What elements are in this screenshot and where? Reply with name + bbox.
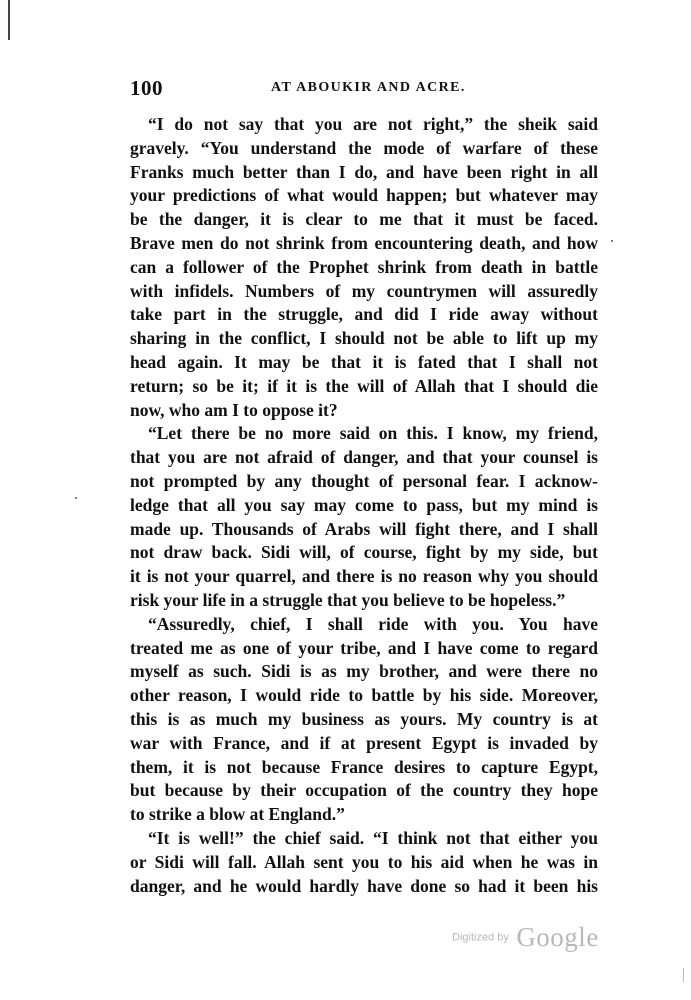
page-header: [130, 76, 598, 100]
page-edge-mark-bottom: [683, 968, 684, 982]
text-line: “It is well!” the chief said. “I think not that either you: [148, 827, 598, 848]
google-logo: Google: [516, 922, 599, 952]
text-line: made up. Thousands of Arabs will fight there, and I shall: [130, 518, 598, 539]
text-line: not draw back. Sidi will, of course, fight by my side, but: [130, 542, 598, 563]
text-line: return; so be it; if it is the will of Allah that I should die: [130, 375, 598, 396]
digitization-watermark: [452, 922, 599, 953]
text-line: “Assuredly, chief, I shall ride with you. You have: [148, 613, 598, 634]
text-line: sharing in the conflict, I should not be able to lift up my: [130, 328, 598, 349]
text-line: take part in the struggle, and did I ride away without: [130, 304, 598, 325]
text-line: head again. It may be that it is fated that I shall not: [130, 351, 598, 372]
text-line: be the danger, it is clear to me that it must be faced.: [130, 209, 598, 230]
text-line: your predictions of what would happen; but whatever may: [130, 185, 598, 206]
text-line: myself as such. Sidi is as my brother, and were there no: [130, 661, 598, 682]
text-line: to strike a blow at England.”: [130, 804, 345, 825]
text-line: now, who am I to oppose it?: [130, 399, 338, 420]
page-number: 100: [130, 76, 163, 100]
text-line: them, it is not because France desires to capture Egypt,: [130, 756, 598, 777]
text-line: can a follower of the Prophet shrink from death in battle: [130, 256, 598, 277]
text-line: this is as much my business as yours. My country is at: [130, 708, 598, 729]
body-text: [130, 113, 598, 898]
text-line: “Let there be no more said on this. I know, my friend,: [148, 423, 598, 444]
text-line: ledge that all you say may come to pass, but my mind is: [130, 494, 598, 515]
text-line: war with France, and if at present Egypt is invaded by: [130, 732, 598, 753]
print-speck: [611, 240, 613, 242]
text-line: or Sidi will fall. Allah sent you to his aid when he was in: [130, 851, 598, 872]
text-line: danger, and he would hardly have done so had it been his: [130, 875, 598, 896]
text-line: that you are not afraid of danger, and that your counsel is: [130, 447, 598, 468]
text-line: “I do not say that you are not right,” the sheik said: [148, 114, 598, 134]
page-edge-mark: [8, 0, 10, 40]
text-line: Franks much better than I do, and have been right in all: [130, 161, 598, 182]
text-line: but because by their occupation of the country they hope: [130, 780, 598, 801]
watermark-prefix: Digitized by: [452, 931, 509, 944]
text-line: risk your life in a struggle that you believe to be hopeless.”: [130, 589, 566, 610]
running-head: AT ABOUKIR AND ACRE.: [271, 80, 466, 95]
text-line: gravely. “You understand the mode of warfare of these: [130, 137, 598, 158]
text-line: it is not your quarrel, and there is no reason why you should: [130, 566, 598, 587]
text-line: not prompted by any thought of personal fear. I acknow-: [130, 470, 598, 491]
text-line: treated me as one of your tribe, and I have come to regard: [130, 637, 598, 658]
print-speck: [75, 497, 77, 499]
text-line: other reason, I would ride to battle by his side. Moreover,: [130, 685, 598, 706]
text-line: Brave men do not shrink from encountering death, and how: [130, 232, 598, 253]
text-line: with infidels. Numbers of my countrymen will assuredly: [130, 280, 598, 301]
